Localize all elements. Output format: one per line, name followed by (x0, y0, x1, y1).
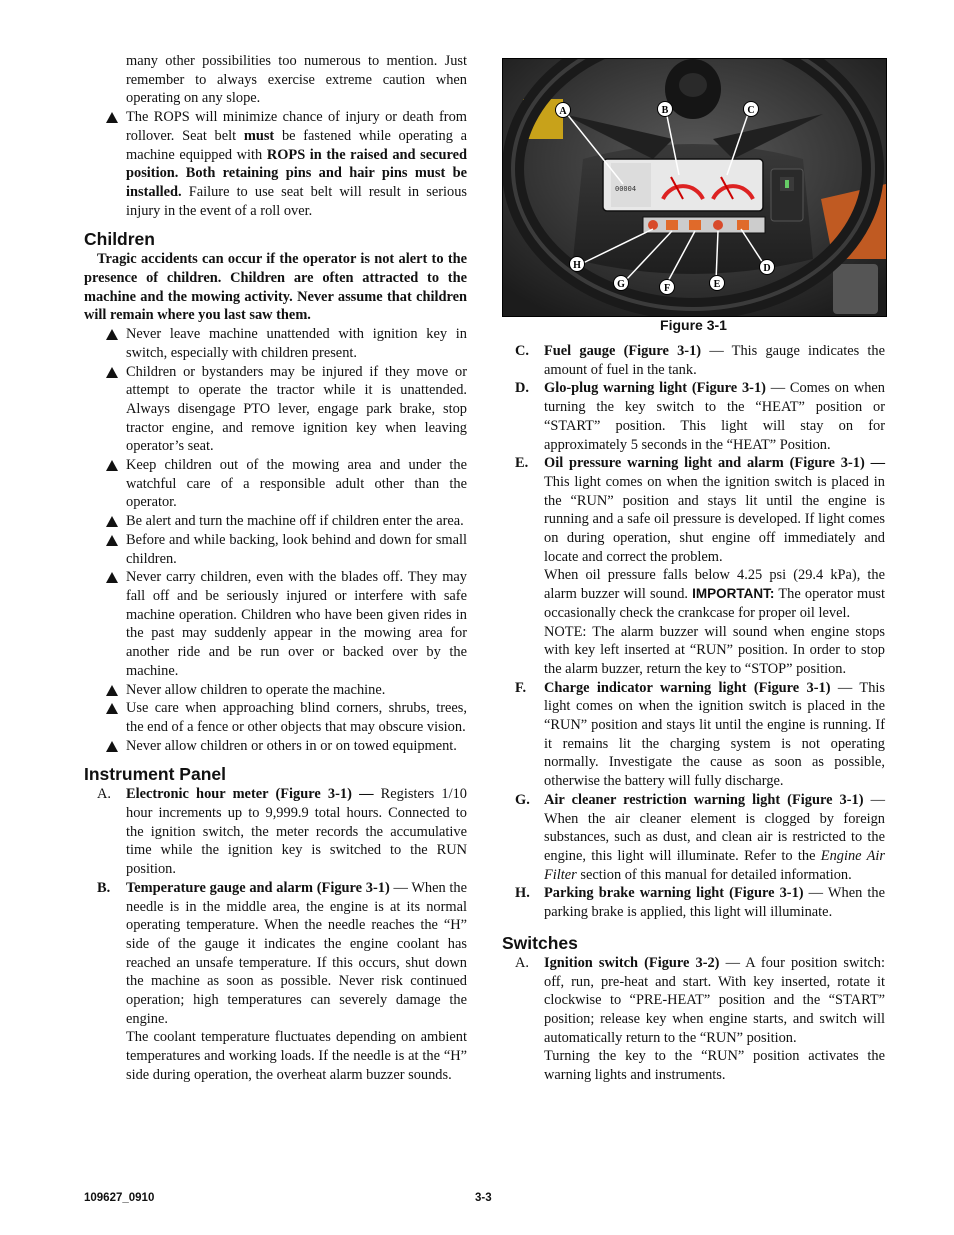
list-item: Children or bystanders may be injured if they move or attempt to operate the tractor while it is unattended. Always disengage PTO lever, engage park brake, stop tractor engine, and remove ignition key when leaving operator’s seat. (84, 363, 467, 457)
warning-triangle-icon (106, 741, 118, 752)
slope-caution-continued: many other possibilities too numerous to mention. Just remember to always exercise extreme caution when operating on any slope. (126, 53, 467, 107)
parking-brake-light-icon (648, 220, 658, 230)
figure-3-1-instrument-panel-photo (502, 58, 887, 317)
list-item: Never allow children to operate the machine. (84, 681, 467, 700)
charge-light-icon (689, 220, 701, 230)
air-cleaner-light-icon (666, 220, 678, 230)
children-heading: Children (84, 229, 155, 250)
list-item: Before and while backing, look behind and down for small children. (84, 531, 467, 568)
warning-triangle-icon (106, 329, 118, 340)
callout-b: B (661, 105, 669, 116)
warning-triangle-icon (106, 112, 118, 123)
item-ignition-switch: A. Ignition switch (Figure 3-2) — A four position switch: off, run, pre-heat and start. With key inserted, rotate it clockwise to “PRE-HEAT” position and the “START” position; release key when engine starts, and switch will automatically return to the “RUN” position. (515, 954, 885, 1046)
list-item: Never allow children or others in or on towed equipment. (84, 737, 467, 756)
item-temperature-gauge-continued: The coolant temperature fluctuates depending on ambient temperatures and working loads. If the needle is at the “H” side during operation, the overheat alarm buzzer sounds. (126, 1029, 467, 1083)
pedal (833, 264, 878, 314)
warning-triangle-icon (106, 367, 118, 378)
warning-triangle-icon (106, 535, 118, 546)
list-item: Keep children out of the mowing area and under the watchful care of a responsible adult other than the operator. (84, 456, 467, 512)
callout-d: D (763, 263, 771, 274)
callout-a: A (559, 106, 567, 117)
list-item: Use care when approaching blind corners, shrubs, trees, the end of a fence or other objects that may obscure vision. (84, 699, 467, 736)
item-fuel-gauge: C. Fuel gauge (Figure 3-1) — This gauge indicates the amount of fuel in the tank. (515, 343, 886, 378)
list-item: Never leave machine unattended with ignition key in switch, especially with children present. (84, 325, 467, 362)
children-bullet-list (84, 325, 467, 755)
callout-e: E (713, 279, 721, 290)
item-temperature-gauge: B. Temperature gauge and alarm (Figure 3-1) — When the needle is in the middle area, the engine is at its normal operating temperature. When the needle reaches the “H” side of the gauge it indicates the engine coolant has reached an unsafe temperature. If this occurs, shut down the machine as soon as possible. Never risk continued operation; high temperatures can severely damage the engine. (97, 879, 467, 1027)
rops-bullet: The ROPS will minimize chance of injury or death from rollover. Seat belt must be fastened while operating a machine equipped with ROPS in the raised and secured position. Both retaining pins and hair pins must be installed. Failure to use seat belt will result in serious injury in the event of a roll over. (84, 108, 467, 220)
item-oil-pressure-note: NOTE: The alarm buzzer will sound when engine stops with key left inserted at “RUN” position. In order to stop the alarm buzzer, return the key to “STOP” position. (544, 623, 885, 677)
switch-panel (771, 169, 803, 221)
instrument-panel-illustration (503, 59, 886, 316)
callout-f: F (663, 283, 671, 294)
right-column (502, 342, 885, 1085)
item-glo-plug-light: D. Glo-plug warning light (Figure 3-1) — Comes on when turning the key switch to the “HEAT” position or “START” position. This light will stay on for approximately 5 seconds in the “HEAT” Position. (515, 380, 885, 453)
switches-heading: Switches (502, 932, 578, 953)
svg-text:00004: 00004 (615, 185, 637, 193)
glo-plug-light-icon (737, 220, 749, 230)
footer-document-number: 109627_0910 (84, 1192, 155, 1204)
children-intro: Tragic accidents can occur if the operator is not alert to the presence of children. Children are often attracted to the machine and the mowing activity. Never assume that children will remain where you last saw them. (84, 251, 467, 324)
footer-page-number: 3-3 (475, 1192, 492, 1204)
item-air-cleaner-light: G. Air cleaner restriction warning light (Figure 3-1) — When the air cleaner element is clogged by foreign substances, such as dust, and clean air is restricted to the engine, this light will illuminate. Refer to the Engine Air Filter section of this manual for detailed information. (515, 791, 885, 883)
item-charge-light: F. Charge indicator warning light (Figure 3-1) — This light comes on when the ignition switch is placed in the “RUN” position and stays lit until the engine is running. If it remains lit the charging system is not operating normally. Investigate the cause as soon as possible, otherwise the battery will fully discharge. (515, 679, 885, 790)
instrument-panel-heading: Instrument Panel (84, 764, 226, 785)
warning-triangle-icon (106, 572, 118, 583)
warning-triangle-icon (106, 460, 118, 471)
callout-h: H (573, 260, 581, 271)
warning-triangle-icon (106, 685, 118, 696)
item-parking-brake-light: H. Parking brake warning light (Figure 3-1) — When the parking brake is applied, this light will illuminate. (515, 885, 885, 921)
callout-c: C (747, 105, 755, 116)
warning-triangle-icon (106, 703, 118, 714)
warning-triangle-icon (106, 516, 118, 527)
item-oil-pressure-light: E. Oil pressure warning light and alarm (Figure 3-1) — This light comes on when the ignition switch is placed in the “RUN” position and stays lit until the engine is running and a safe oil pressure is developed. If light comes on during operation, shut engine off immediately and locate and correct the problem. (515, 455, 885, 565)
callout-g: G (617, 279, 625, 290)
list-item: Be alert and turn the machine off if children enter the area. (84, 512, 467, 531)
item-oil-pressure-continued: When oil pressure falls below 4.25 psi (29.4 kPa), the alarm buzzer will sound. IMPORTANT: The operator must occasionally check the crankcase for proper oil level. (544, 567, 885, 621)
oil-pressure-light-icon (713, 220, 723, 230)
figure-caption: Figure 3-1 (660, 317, 727, 333)
left-column (84, 52, 467, 1085)
list-item: Never carry children, even with the blades off. They may fall off and be seriously injured or interfere with safe machine operation. Children who have been given rides in the past may suddenly appear in the mowing area for another ride and be run over or backed over by the machine. (84, 568, 467, 680)
item-ignition-switch-continued: Turning the key to the “RUN” position activates the warning lights and instruments. (544, 1048, 885, 1084)
item-hour-meter: A. Electronic hour meter (Figure 3-1) — Registers 1/10 hour increments up to 9,999.9 total hours. Connected to the ignition switch, the meter records the accumulative time while the ignition key is switched to the RUN position. (97, 786, 467, 878)
